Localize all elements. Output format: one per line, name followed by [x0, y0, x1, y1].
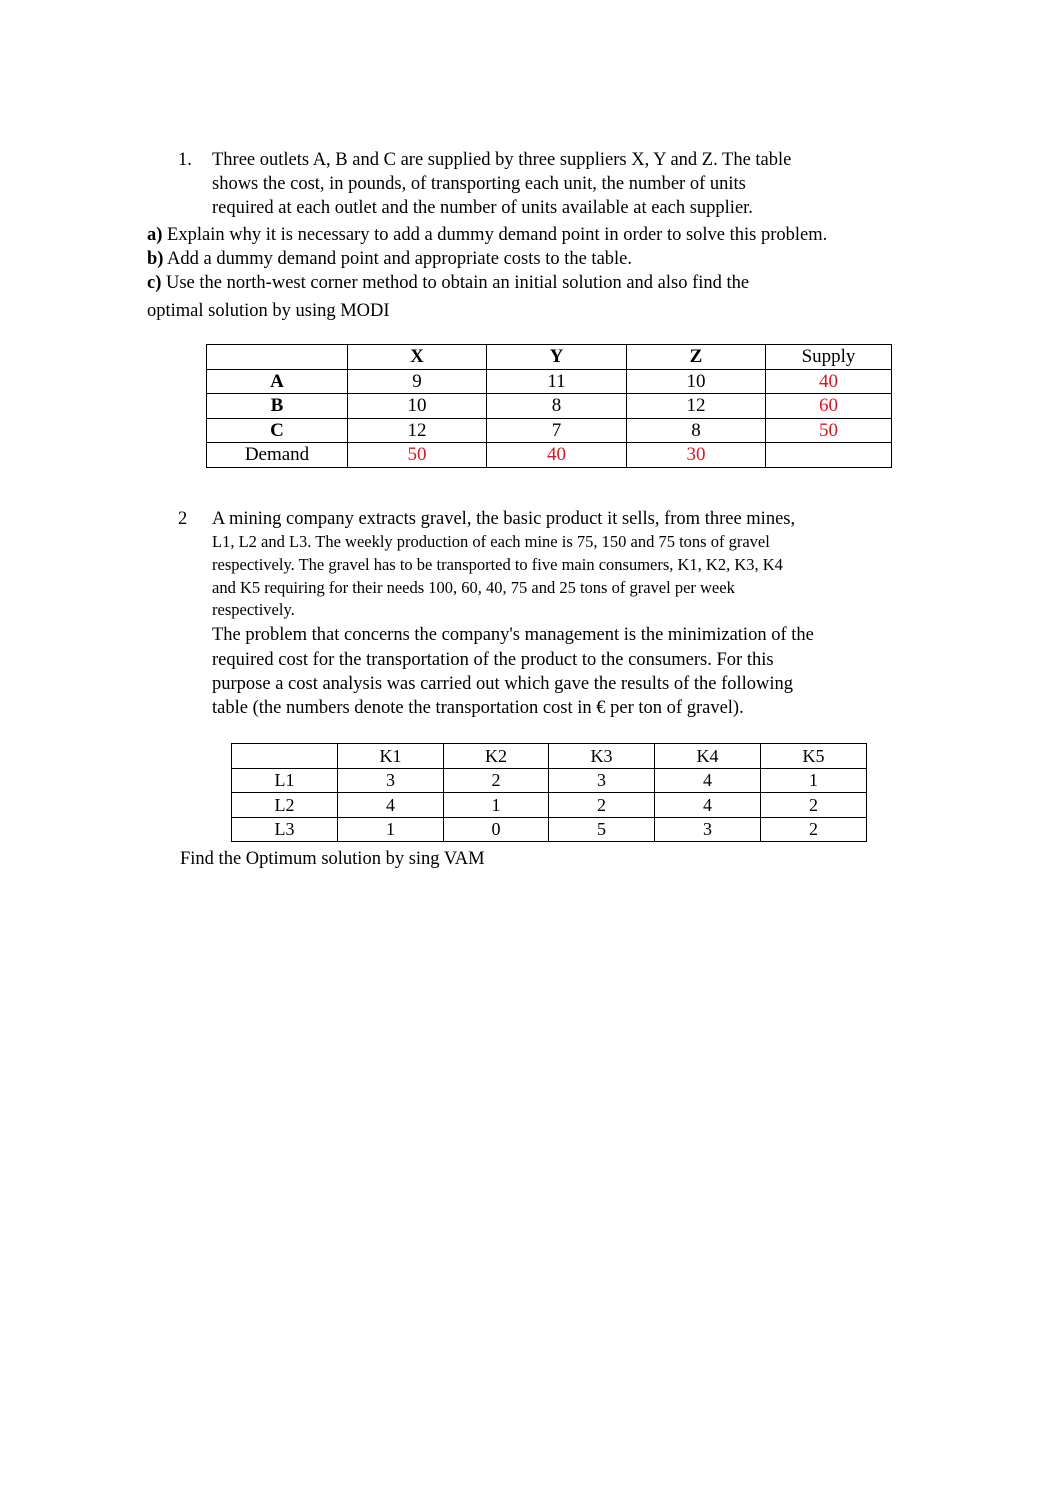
- table-header-row: [207, 345, 892, 370]
- question-2-line: and K5 requiring for their needs 100, 60, 40, 75 and 25 tons of gravel per week: [212, 578, 735, 597]
- cost-cell: 9: [348, 369, 487, 394]
- question-2-line: L1, L2 and L3. The weekly production of each mine is 75, 150 and 75 tons of gravel: [212, 532, 770, 551]
- question-2-number: 2: [178, 509, 188, 529]
- header-cell-x: X: [348, 345, 487, 370]
- table-row: [207, 394, 892, 419]
- cost-table-2: [231, 743, 867, 842]
- cost-cell: 12: [348, 418, 487, 443]
- demand-cell: 40: [487, 443, 627, 468]
- header-cell-empty: [232, 744, 338, 769]
- part-c-text: Use the north-west corner method to obtain an initial solution and also find the: [161, 273, 750, 293]
- question-2-line: The problem that concerns the company's management is the minimization of the: [212, 625, 814, 645]
- supply-cell: 50: [766, 418, 892, 443]
- part-a-label: a): [147, 225, 163, 245]
- cost-cell: 12: [627, 394, 766, 419]
- cost-cell: 5: [549, 817, 655, 842]
- table-row: [232, 793, 867, 818]
- part-b: [147, 250, 632, 269]
- table-row: [207, 369, 892, 394]
- cost-cell: 7: [487, 418, 627, 443]
- part-a-text: Explain why it is necessary to add a dummy demand point in order to solve this problem.: [162, 225, 828, 245]
- cost-cell: 3: [549, 768, 655, 793]
- cost-cell: 1: [761, 768, 867, 793]
- cost-cell: 8: [627, 418, 766, 443]
- cost-cell: 8: [487, 394, 627, 419]
- row-label: L3: [232, 817, 338, 842]
- question-2-line: table (the numbers denote the transportation cost in € per ton of gravel).: [212, 698, 744, 718]
- demand-label: Demand: [207, 443, 348, 468]
- empty-cell: [766, 443, 892, 468]
- cost-cell: 4: [338, 793, 444, 818]
- part-c-label: c): [147, 273, 162, 293]
- question-1-line: Three outlets A, B and C are supplied by three suppliers X, Y and Z. The table: [212, 150, 792, 170]
- table-row: [207, 418, 892, 443]
- header-cell-k1: K1: [338, 744, 444, 769]
- header-cell-k3: K3: [549, 744, 655, 769]
- cost-cell: 1: [338, 817, 444, 842]
- demand-cell: 50: [348, 443, 487, 468]
- supply-cell: 40: [766, 369, 892, 394]
- cost-cell: 2: [761, 793, 867, 818]
- supply-cell: 60: [766, 394, 892, 419]
- question-2-line: respectively.: [212, 600, 295, 619]
- header-cell-empty: [207, 345, 348, 370]
- question-1-number: 1.: [178, 150, 192, 170]
- question-2-line: purpose a cost analysis was carried out which gave the results of the following: [212, 674, 794, 694]
- row-label: B: [207, 394, 348, 419]
- cost-cell: 3: [338, 768, 444, 793]
- cost-cell: 2: [444, 768, 549, 793]
- row-label: C: [207, 418, 348, 443]
- question-1-line: required at each outlet and the number of units available at each supplier.: [212, 198, 753, 218]
- demand-cell: 30: [627, 443, 766, 468]
- cost-cell: 10: [627, 369, 766, 394]
- header-cell-z: Z: [627, 345, 766, 370]
- part-b-text: Add a dummy demand point and appropriate costs to the table.: [163, 249, 633, 269]
- cost-cell: 10: [348, 394, 487, 419]
- question-2-line: A mining company extracts gravel, the basic product it sells, from three mines,: [212, 509, 796, 529]
- header-cell-supply: Supply: [766, 345, 892, 370]
- table-header-row: [232, 744, 867, 769]
- part-c-continuation: optimal solution by using MODI: [147, 301, 390, 321]
- question-2-line: respectively. The gravel has to be transported to five main consumers, K1, K2, K3, K4: [212, 555, 783, 574]
- question-1-line: shows the cost, in pounds, of transporting each unit, the number of units: [212, 174, 746, 194]
- part-c: [147, 274, 749, 293]
- header-cell-k5: K5: [761, 744, 867, 769]
- cost-cell: 11: [487, 369, 627, 394]
- question-2-instruction: Find the Optimum solution by sing VAM: [180, 849, 485, 869]
- cost-cell: 0: [444, 817, 549, 842]
- cost-cell: 4: [655, 793, 761, 818]
- row-label: L2: [232, 793, 338, 818]
- cost-cell: 1: [444, 793, 549, 818]
- cost-cell: 4: [655, 768, 761, 793]
- part-b-label: b): [147, 249, 164, 269]
- demand-row: [207, 443, 892, 468]
- cost-cell: 3: [655, 817, 761, 842]
- table-row: [232, 817, 867, 842]
- question-2-line: required cost for the transportation of the product to the consumers. For this: [212, 650, 774, 670]
- row-label: L1: [232, 768, 338, 793]
- part-a: [147, 226, 827, 245]
- cost-table-1: [206, 344, 892, 468]
- header-cell-k4: K4: [655, 744, 761, 769]
- table-row: [232, 768, 867, 793]
- cost-cell: 2: [549, 793, 655, 818]
- row-label: A: [207, 369, 348, 394]
- cost-cell: 2: [761, 817, 867, 842]
- header-cell-y: Y: [487, 345, 627, 370]
- header-cell-k2: K2: [444, 744, 549, 769]
